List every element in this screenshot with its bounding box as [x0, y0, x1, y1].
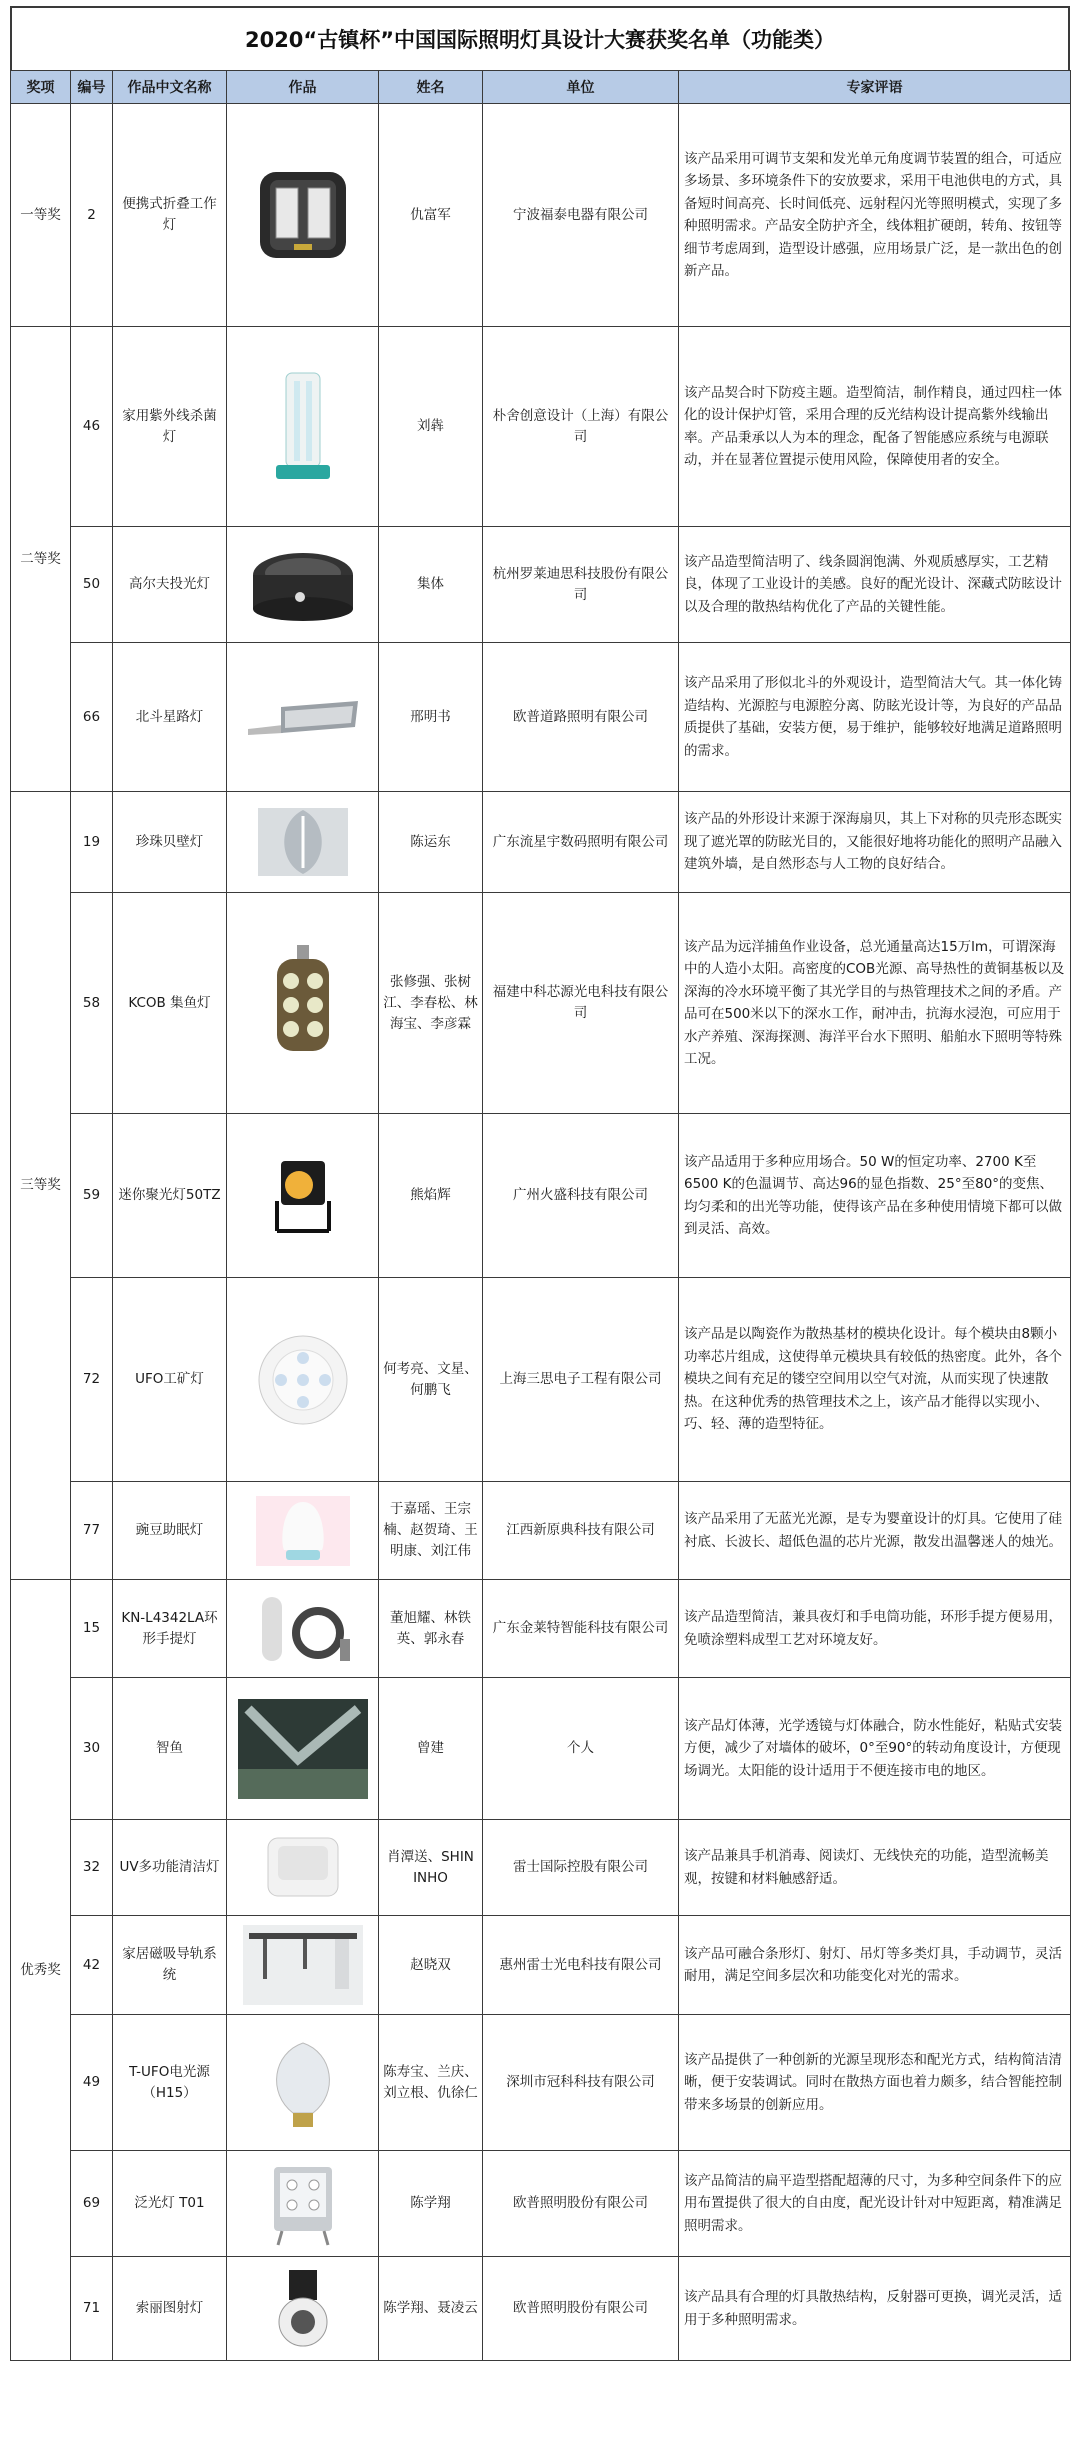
fishing-lamp-photo [231, 943, 374, 1063]
smart-fish-scene-photo [231, 1699, 374, 1799]
header-award: 奖项 [11, 71, 71, 104]
header-number: 编号 [71, 71, 113, 104]
document-title: 2020“古镇杯”中国国际照明灯具设计大赛获奖名单（功能类） [10, 6, 1070, 70]
table-row [11, 327, 1071, 527]
table-row [11, 1278, 1071, 1482]
award-cell-third: 三等奖 [11, 792, 71, 1580]
folding-work-lamp-photo [231, 160, 374, 270]
person-cell: 仇富军 [379, 104, 483, 327]
uv-sterilizer-lamp-photo [231, 367, 374, 487]
person-cell: 邢明书 [379, 643, 483, 792]
review-cell: 该产品可融合条形灯、射灯、吊灯等多类灯具，手动调节，灵活耐用，满足空间多层次和功能变化对光的需求。 [679, 1916, 1071, 2015]
unit-cell: 深圳市冠科科技有限公司 [483, 2015, 679, 2151]
review-cell: 该产品是以陶瓷作为散热基材的模块化设计。每个模块由8颗小功率芯片组成，这使得单元模块具有较低的热密度。此外，各个模块之间有充足的镂空空间用以空气对流，从而实现了快速散热。在这种优秀的热管理技术之上，该产品才能得以实现小、巧、轻、薄的造型特征。 [679, 1278, 1071, 1482]
review-cell: 该产品适用于多种应用场合。50 W的恒定功率、2700 K至6500 K的色温调节、高达96的显色指数、25°至80°的变焦、均匀柔和的出光等功能，使得该产品在多种使用情境下都可以做到灵活、高效。 [679, 1114, 1071, 1278]
work-image-cell [227, 1278, 379, 1482]
work-name-cell: KCOB 集鱼灯 [113, 893, 227, 1114]
number-cell: 69 [71, 2151, 113, 2257]
review-cell: 该产品提供了一种创新的光源呈现形态和配光方式，结构简洁清晰，便于安装调试。同时在散热方面也着力颇多，结合智能控制带来多场景的创新应用。 [679, 2015, 1071, 2151]
review-cell: 该产品采用了无蓝光光源，是专为婴童设计的灯具。它使用了硅衬底、长波长、超低色温的芯片光源，散发出温馨迷人的烛光。 [679, 1482, 1071, 1580]
work-name-cell: 北斗星路灯 [113, 643, 227, 792]
ufo-highbay-lamp-photo [231, 1330, 374, 1430]
number-cell: 72 [71, 1278, 113, 1482]
number-cell: 71 [71, 2257, 113, 2361]
table-row [11, 1580, 1071, 1678]
person-cell: 于嘉瑶、王宗楠、赵贺琦、王明康、刘江伟 [379, 1482, 483, 1580]
unit-cell: 福建中科芯源光电科技有限公司 [483, 893, 679, 1114]
golf-floodlight-photo [231, 545, 374, 625]
unit-cell: 惠州雷士光电科技有限公司 [483, 1916, 679, 2015]
table-row [11, 1482, 1071, 1580]
table-row [11, 1916, 1071, 2015]
number-cell: 2 [71, 104, 113, 327]
table-row [11, 792, 1071, 893]
award-list-document [10, 6, 1070, 2361]
unit-cell: 上海三思电子工程有限公司 [483, 1278, 679, 1482]
work-image-cell [227, 327, 379, 527]
unit-cell: 宁波福泰电器有限公司 [483, 104, 679, 327]
person-cell: 陈寿宝、兰庆、刘立根、仇徐仁 [379, 2015, 483, 2151]
header-person: 姓名 [379, 71, 483, 104]
person-cell: 董旭耀、林铁英、郭永春 [379, 1580, 483, 1678]
unit-cell: 欧普照明股份有限公司 [483, 2257, 679, 2361]
work-name-cell: 索丽图射灯 [113, 2257, 227, 2361]
work-image-cell [227, 893, 379, 1114]
work-name-cell: KN-L4342LA环形手提灯 [113, 1580, 227, 1678]
number-cell: 42 [71, 1916, 113, 2015]
work-name-cell: 泛光灯 T01 [113, 2151, 227, 2257]
table-row [11, 1678, 1071, 1820]
work-name-cell: 高尔夫投光灯 [113, 527, 227, 643]
number-cell: 50 [71, 527, 113, 643]
review-cell: 该产品简洁的扁平造型搭配超薄的尺寸，为多种空间条件下的应用布置提供了很大的自由度，配光设计针对中短距离，精准满足照明需求。 [679, 2151, 1071, 2257]
work-name-cell: 便携式折叠工作灯 [113, 104, 227, 327]
pea-sleep-lamp-photo [231, 1492, 374, 1570]
unit-cell: 江西新原典科技有限公司 [483, 1482, 679, 1580]
street-light-photo [231, 687, 374, 747]
work-image-cell [227, 1678, 379, 1820]
unit-cell: 欧普照明股份有限公司 [483, 2151, 679, 2257]
solito-spotlight-photo [231, 2264, 374, 2354]
number-cell: 77 [71, 1482, 113, 1580]
number-cell: 59 [71, 1114, 113, 1278]
work-name-cell: 珍珠贝壁灯 [113, 792, 227, 893]
number-cell: 58 [71, 893, 113, 1114]
work-name-cell: T-UFO电光源（H15） [113, 2015, 227, 2151]
table-row [11, 527, 1071, 643]
number-cell: 19 [71, 792, 113, 893]
uv-cleaning-lamp-photo [231, 1828, 374, 1908]
person-cell: 张修强、张树江、李春松、林海宝、李彦霖 [379, 893, 483, 1114]
review-cell: 该产品契合时下防疫主题。造型简洁，制作精良，通过四柱一体化的设计保护灯管，采用合理的反光结构设计提高紫外线输出率。产品秉承以人为本的理念，配备了智能感应系统与电源联动，并在显著位置提示使用风险，保障使用者的安全。 [679, 327, 1071, 527]
number-cell: 49 [71, 2015, 113, 2151]
person-cell: 集体 [379, 527, 483, 643]
number-cell: 66 [71, 643, 113, 792]
ring-hand-lamp-photo [231, 1589, 374, 1669]
person-cell: 熊焰辉 [379, 1114, 483, 1278]
header-work-image: 作品 [227, 71, 379, 104]
award-cell-second: 二等奖 [11, 327, 71, 792]
work-name-cell: UFO工矿灯 [113, 1278, 227, 1482]
header-review: 专家评语 [679, 71, 1071, 104]
table-row [11, 643, 1071, 792]
mini-spotlight-photo [231, 1151, 374, 1241]
work-image-cell [227, 1916, 379, 2015]
table-row [11, 2257, 1071, 2361]
unit-cell: 欧普道路照明有限公司 [483, 643, 679, 792]
review-cell: 该产品采用可调节支架和发光单元角度调节装置的组合，可适应多场景、多环境条件下的安放要求，采用干电池供电的方式，具备短时间高亮、长时间低亮、远射程闪光等照明模式，实现了多种照明需求。产品安全防护齐全，线体粗扩硬朗，转角、按钮等细节考虑周到，造型设计感强，应用场景广泛，是一款出色的创新产品。 [679, 104, 1071, 327]
number-cell: 30 [71, 1678, 113, 1820]
person-cell: 何考亮、文星、何鹏飞 [379, 1278, 483, 1482]
work-image-cell [227, 643, 379, 792]
table-row [11, 893, 1071, 1114]
work-name-cell: 智鱼 [113, 1678, 227, 1820]
person-cell: 陈学翔、聂凌云 [379, 2257, 483, 2361]
person-cell: 肖潭送、SHIN INHO [379, 1820, 483, 1916]
review-cell: 该产品采用了形似北斗的外观设计，造型简洁大气。其一体化铸造结构、光源腔与电源腔分离、防眩光设计等，为良好的产品品质提供了基础，安装方便，易于维护，能够较好地满足道路照明的需求。 [679, 643, 1071, 792]
pearl-shell-wall-lamp-photo [231, 802, 374, 882]
work-image-cell [227, 1820, 379, 1916]
table-row [11, 104, 1071, 327]
t-ufo-light-source-photo [231, 2033, 374, 2133]
table-row [11, 1820, 1071, 1916]
review-cell: 该产品造型简洁明了、线条圆润饱满、外观质感厚实，工艺精良，体现了工业设计的美感。良好的配光设计、深藏式防眩设计以及合理的散热结构优化了产品的关键性能。 [679, 527, 1071, 643]
unit-cell: 杭州罗莱迪思科技股份有限公司 [483, 527, 679, 643]
work-image-cell [227, 104, 379, 327]
review-cell: 该产品的外形设计来源于深海扇贝，其上下对称的贝壳形态既实现了遮光罩的防眩光目的，又能很好地将功能化的照明产品融入建筑外墙，是自然形态与人工物的良好结合。 [679, 792, 1071, 893]
table-row [11, 2015, 1071, 2151]
person-cell: 陈运东 [379, 792, 483, 893]
review-cell: 该产品兼具手机消毒、阅读灯、无线快充的功能，造型流畅美观，按键和材料触感舒适。 [679, 1820, 1071, 1916]
work-image-cell [227, 2015, 379, 2151]
review-cell: 该产品灯体薄，光学透镜与灯体融合，防水性能好，粘贴式安装方便，减少了对墙体的破坏，0°至90°的转动角度设计，方便现场调光。太阳能的设计适用于不便连接市电的地区。 [679, 1678, 1071, 1820]
number-cell: 46 [71, 327, 113, 527]
unit-cell: 朴舍创意设计（上海）有限公司 [483, 327, 679, 527]
review-cell: 该产品为远洋捕鱼作业设备，总光通量高达15万lm，可谓深海中的人造小太阳。高密度的COB光源、高导热性的黄铜基板以及深海的冷水环境平衡了其光学目的与热管理技术之间的矛盾。产品可在500米以下的深水工作，耐冲击，抗海水浸泡，可应用于水产养殖、深海探测、海洋平台水下照明、船舶水下照明等特殊工况。 [679, 893, 1071, 1114]
header-unit: 单位 [483, 71, 679, 104]
award-cell-excellence: 优秀奖 [11, 1580, 71, 2361]
work-name-cell: 家用紫外线杀菌灯 [113, 327, 227, 527]
magnetic-track-system-photo [231, 1925, 374, 2005]
award-table [10, 70, 1071, 2361]
table-row [11, 1114, 1071, 1278]
unit-cell: 广州火盛科技有限公司 [483, 1114, 679, 1278]
unit-cell: 个人 [483, 1678, 679, 1820]
work-image-cell [227, 1580, 379, 1678]
number-cell: 32 [71, 1820, 113, 1916]
person-cell: 陈学翔 [379, 2151, 483, 2257]
table-header-row [11, 71, 1071, 104]
header-work-name: 作品中文名称 [113, 71, 227, 104]
work-image-cell [227, 527, 379, 643]
work-image-cell [227, 1482, 379, 1580]
unit-cell: 雷士国际控股有限公司 [483, 1820, 679, 1916]
work-image-cell [227, 792, 379, 893]
table-row [11, 2151, 1071, 2257]
person-cell: 赵晓双 [379, 1916, 483, 2015]
work-image-cell [227, 2151, 379, 2257]
award-cell-first: 一等奖 [11, 104, 71, 327]
unit-cell: 广东流星宇数码照明有限公司 [483, 792, 679, 893]
work-image-cell [227, 1114, 379, 1278]
work-name-cell: 家居磁吸导轨系统 [113, 1916, 227, 2015]
review-cell: 该产品具有合理的灯具散热结构，反射器可更换，调光灵活，适用于多种照明需求。 [679, 2257, 1071, 2361]
work-name-cell: 迷你聚光灯50TZ [113, 1114, 227, 1278]
person-cell: 刘犇 [379, 327, 483, 527]
work-name-cell: 豌豆助眠灯 [113, 1482, 227, 1580]
number-cell: 15 [71, 1580, 113, 1678]
work-image-cell [227, 2257, 379, 2361]
unit-cell: 广东金莱特智能科技有限公司 [483, 1580, 679, 1678]
work-name-cell: UV多功能清洁灯 [113, 1820, 227, 1916]
review-cell: 该产品造型简洁，兼具夜灯和手电筒功能，环形手提方便易用，免喷涂塑料成型工艺对环境友好。 [679, 1580, 1071, 1678]
floodlight-t01-photo [231, 2159, 374, 2249]
person-cell: 曾建 [379, 1678, 483, 1820]
